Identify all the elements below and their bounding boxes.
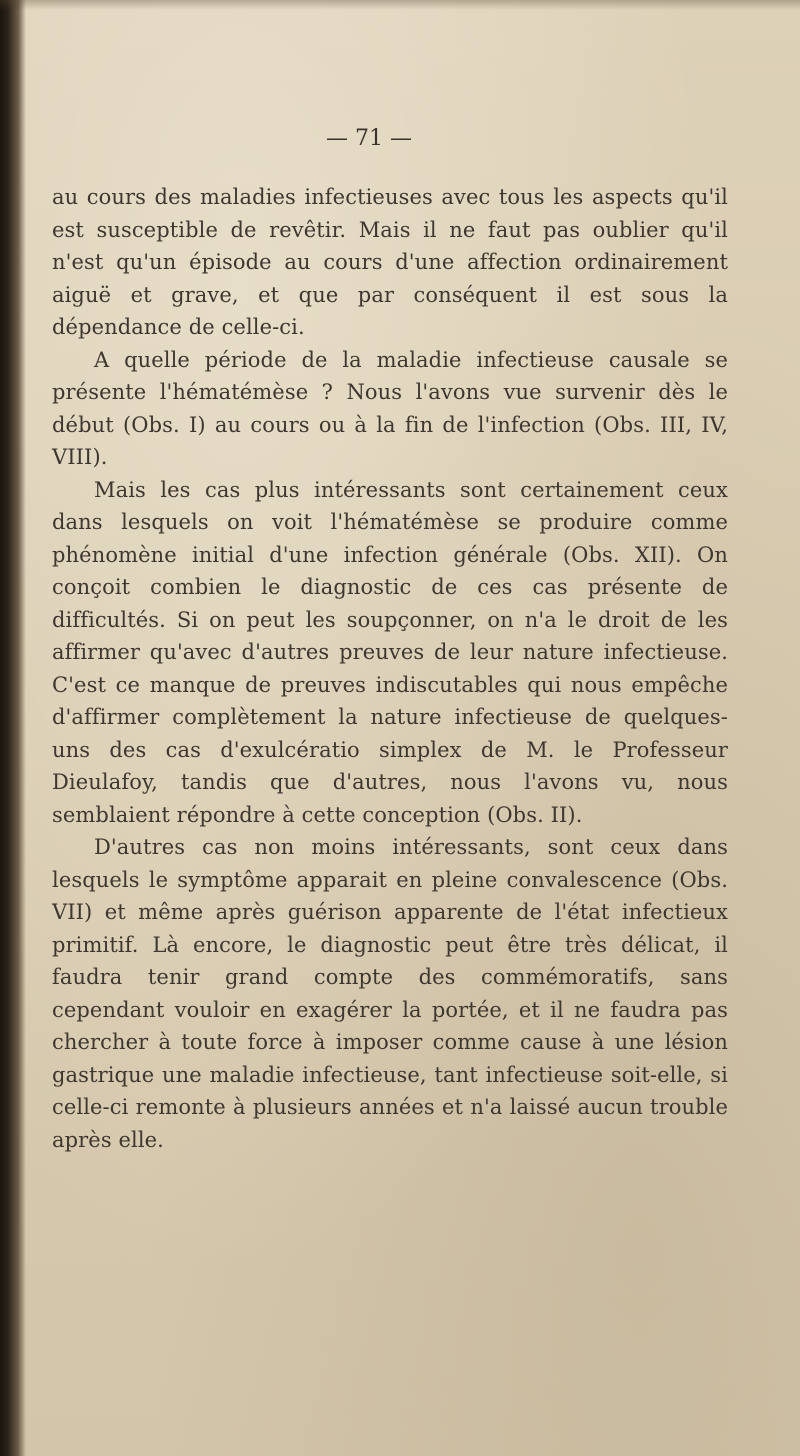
body-text (52, 181, 728, 1156)
paragraph-period: A quelle période de la maladie infectieuse causale se présente l'hématémèse ? Nous l'avons vue survenir dès le début (Obs. I) au cours ou à la fin de l'infection (Obs. III, IV, VIII). (52, 347, 728, 469)
paragraph-continuation: au cours des maladies infectieuses avec tous les aspects qu'il est susceptible de revêtir. Mais il ne faut pas oublier qu'il n'est qu'un épisode au cours d'une affection ordinairement aiguë et grave, et que par conséquent il est sous la dépendance de celle-ci. (52, 185, 728, 339)
paragraph-initial-phenomenon: Mais les cas plus intéressants sont certainement ceux dans lesquels on voit l'hématémèse se produire comme phénomène initial d'une infection générale (Obs. XII). On conçoit combien le diagnostic de ces cas présente de difficultés. Si on peut les soupçonner, on n'a le droit de les affirmer qu'avec d'autres preuves de leur nature infectieuse. C'est ce manque de preuves indiscutables qui nous empêche d'affirmer complètement la nature infectieuse de quelques-uns des cas d'exulcératio simplex de M. le Professeur Dieulafoy, tandis que d'autres, nous l'avons vu, nous semblaient répondre à cette conception (Obs. II). (52, 477, 728, 827)
book-spine-shadow (0, 0, 26, 1456)
page-top-edge (0, 0, 800, 10)
page-number: — 71 — (326, 126, 412, 151)
paragraph-convalescence: D'autres cas non moins intéressants, sont ceux dans lesquels le symptôme apparait en pleine convalescence (Obs. VII) et même après guérison apparente de l'état infectieux primitif. Là encore, le diagnostic peut être très délicat, il faudra tenir grand compte des commémoratifs, sans cependant vouloir en exagérer la portée, et il ne faudra pas chercher à toute force à imposer comme cause à une lésion gastrique une maladie infectieuse, tant infectieuse soit-elle, si celle-ci remonte à plusieurs années et n'a laissé aucun trouble après elle. (52, 835, 728, 1152)
